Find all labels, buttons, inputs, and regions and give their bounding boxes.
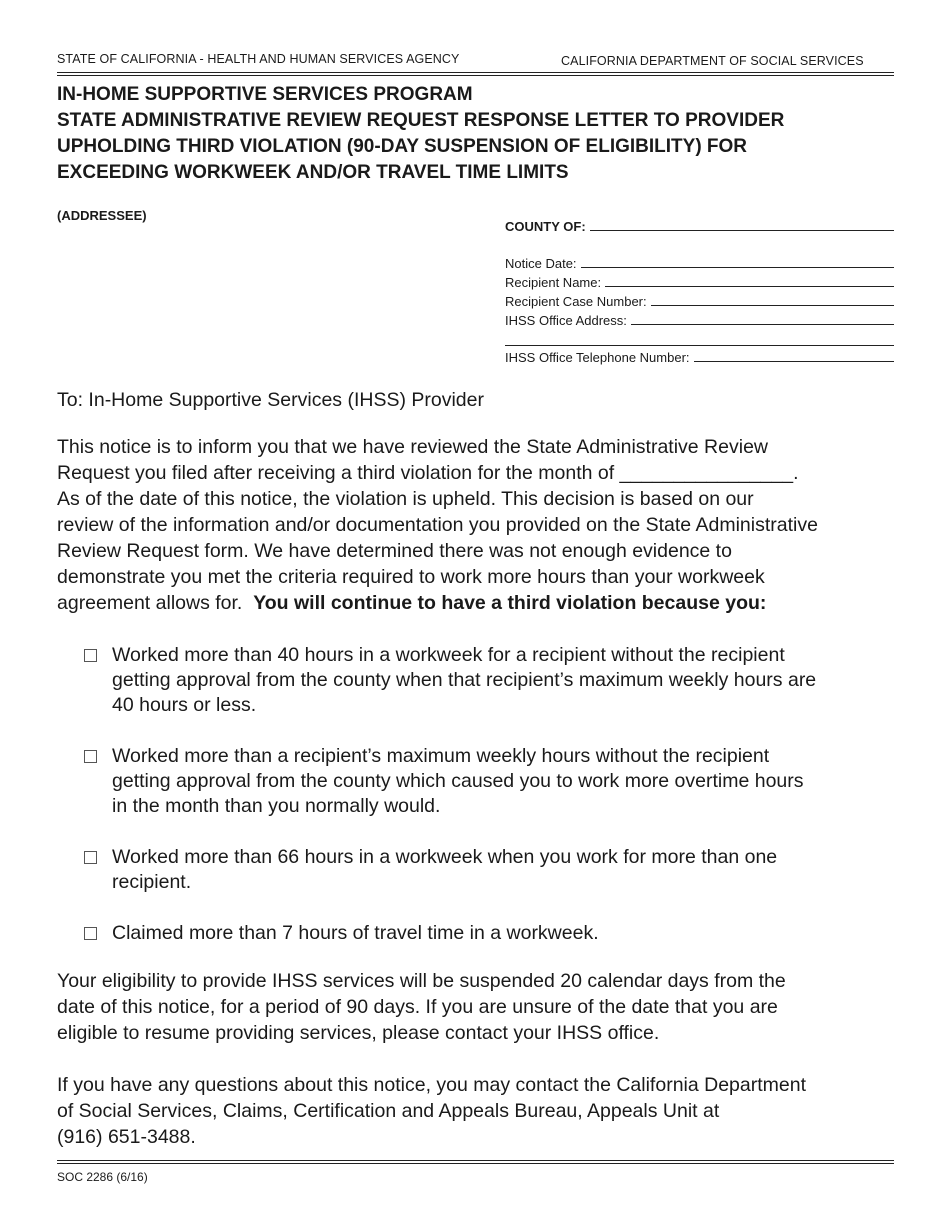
ihss-office-telephone-label: IHSS Office Telephone Number: (505, 350, 690, 365)
to-line (57, 387, 907, 413)
paragraph-line: of Social Services, Claims, Certification and Appeals Bureau, Appeals Unit at (57, 1100, 720, 1122)
violation-option[interactable] (84, 845, 904, 895)
paragraph-line: As of the date of this notice, the violation is upheld. This decision is based on our (57, 488, 754, 510)
notice-date-label: Notice Date: (505, 256, 577, 271)
ihss-office-address-input-line[interactable] (631, 324, 894, 325)
title-line: UPHOLDING THIRD VIOLATION (90-DAY SUSPENSION OF ELIGIBILITY) FOR (57, 136, 748, 157)
option-line: getting approval from the county when that recipient’s maximum weekly hours are (112, 669, 817, 691)
paragraph-line: Request you filed after receiving a third violation for the month of ________________. (57, 462, 799, 484)
ihss-office-address-field[interactable] (505, 313, 894, 329)
notice-date-field[interactable] (505, 256, 894, 272)
suspension-paragraph (57, 968, 907, 1046)
agency-name: STATE OF CALIFORNIA - HEALTH AND HUMAN SERVICES AGENCY (57, 52, 460, 66)
ihss-office-telephone-input-line[interactable] (694, 361, 894, 362)
recipient-name-field[interactable] (505, 275, 894, 291)
paragraph-line: Your eligibility to provide IHSS services will be suspended 20 calendar days from the (57, 970, 786, 992)
ihss-office-address-label: IHSS Office Address: (505, 313, 627, 328)
option-line: Worked more than 66 hours in a workweek when you work for more than one (112, 846, 778, 868)
form-code: SOC 2286 (6/16) (57, 1170, 148, 1184)
paragraph-line: Review Request form. We have determined there was not enough evidence to (57, 540, 732, 562)
recipient-name-input-line[interactable] (605, 286, 894, 287)
contact-paragraph (57, 1072, 907, 1150)
form-title (57, 82, 907, 186)
checkbox[interactable] (84, 649, 97, 662)
recipient-case-number-field[interactable] (505, 294, 894, 310)
header-divider (57, 72, 894, 73)
county-of-input-line[interactable] (590, 230, 894, 231)
addressee-label: (ADDRESSEE) (57, 208, 147, 223)
option-line: getting approval from the county which caused you to work more overtime hours (112, 770, 804, 792)
county-of-field[interactable] (505, 219, 894, 235)
recipient-case-number-label: Recipient Case Number: (505, 294, 647, 309)
ihss-office-address-second-line[interactable] (505, 345, 894, 346)
option-line: in the month than you normally would. (112, 795, 441, 817)
option-line: Worked more than a recipient’s maximum weekly hours without the recipient (112, 745, 770, 767)
paragraph-line: review of the information and/or documentation you provided on the State Administrative (57, 514, 818, 536)
checkbox[interactable] (84, 927, 97, 940)
violation-option[interactable] (84, 921, 904, 946)
department-name: CALIFORNIA DEPARTMENT OF SOCIAL SERVICES (561, 54, 864, 68)
title-line: EXCEEDING WORKWEEK AND/OR TRAVEL TIME LIMITS (57, 162, 569, 183)
notice-date-input-line[interactable] (581, 267, 894, 268)
paragraph-line: date of this notice, for a period of 90 days. If you are unsure of the date that you are (57, 996, 778, 1018)
checkbox[interactable] (84, 851, 97, 864)
violation-reason-heading: You will continue to have a third violation because you: (253, 592, 767, 614)
title-line: STATE ADMINISTRATIVE REVIEW REQUEST RESPONSE LETTER TO PROVIDER (57, 110, 785, 131)
option-line: 40 hours or less. (112, 694, 257, 716)
option-line: Worked more than 40 hours in a workweek for a recipient without the recipient (112, 644, 785, 666)
intro-paragraph (57, 434, 907, 616)
violation-option[interactable] (84, 643, 904, 718)
title-line: IN-HOME SUPPORTIVE SERVICES PROGRAM (57, 84, 473, 105)
violation-option[interactable] (84, 744, 904, 819)
footer-divider-second (57, 1163, 894, 1164)
paragraph-line: demonstrate you met the criteria required to work more hours than your workweek (57, 566, 765, 588)
option-line: Claimed more than 7 hours of travel time in a workweek. (112, 922, 599, 944)
paragraph-line: eligible to resume providing services, please contact your IHSS office. (57, 1022, 660, 1044)
paragraph-line: If you have any questions about this notice, you may contact the California Department (57, 1074, 807, 1096)
paragraph-line: This notice is to inform you that we have reviewed the State Administrative Review (57, 436, 768, 458)
header-divider-second (57, 75, 894, 76)
checkbox[interactable] (84, 750, 97, 763)
to-line-text: To: In-Home Supportive Services (IHSS) Provider (57, 389, 484, 411)
paragraph-line (57, 590, 907, 616)
paragraph-line: (916) 651-3488. (57, 1126, 196, 1148)
recipient-case-number-input-line[interactable] (651, 305, 894, 306)
ihss-office-telephone-field[interactable] (505, 350, 894, 366)
recipient-name-label: Recipient Name: (505, 275, 602, 290)
county-of-label: COUNTY OF: (505, 219, 586, 234)
footer-divider (57, 1160, 894, 1161)
option-line: recipient. (112, 871, 192, 893)
paragraph-text: agreement allows for. (57, 592, 254, 614)
